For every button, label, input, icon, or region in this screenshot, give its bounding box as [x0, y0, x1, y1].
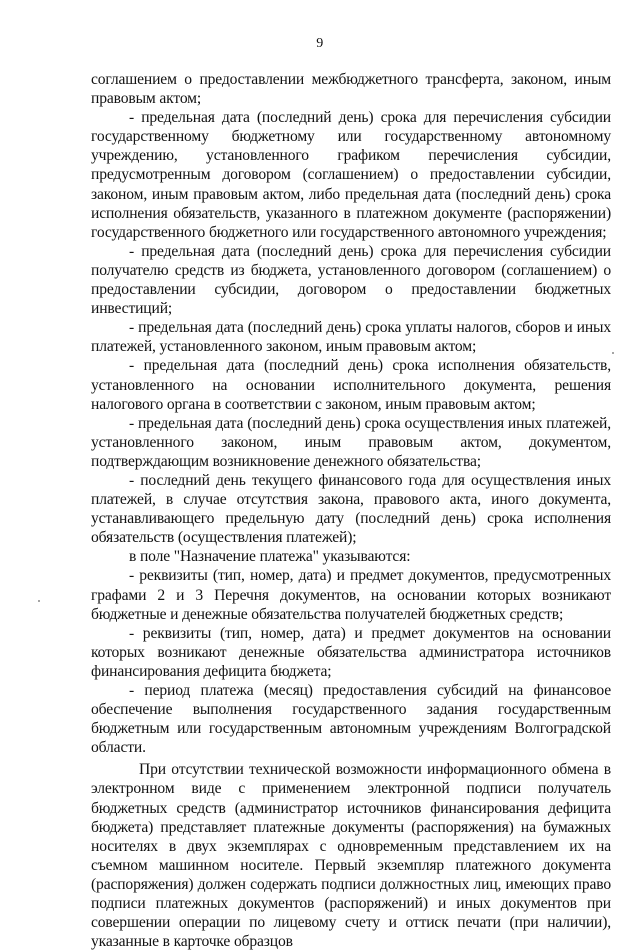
document-body — [91, 70, 611, 951]
list-item-fiscal-year-last-day: - последний день текущего финансового года для осуществления иных платежей, в случае отсутствия закона, правового акта, иного документа, устанавливающего предельную дату (последний день) срока исполнения обязательств (осуществления платежей); — [91, 471, 611, 547]
scan-speck — [612, 352, 614, 354]
list-item-subsidy-recipient-deadline: - предельная дата (последний день) срока для перечисления субсидии получателю средств из бюджета, установленного договором (соглашением) о предоставлении субсидии, договором о предоставлении бюджетных инвестиций; — [91, 242, 611, 318]
list-item-enforcement-deadline: - предельная дата (последний день) срока исполнения обязательств, установленного на основании исполнительного документа, решения налогового органа в соответствии с законом, иным правовым актом; — [91, 357, 611, 413]
payment-purpose-heading: в поле "Назначение платежа" указываются: — [129, 548, 411, 566]
scan-speck — [38, 600, 40, 602]
list-item-document-details: - реквизиты (тип, номер, дата) и предмет документов, предусмотренных графами 2 и 3 Перечня документов, на основании которых возникают бюджетные и денежные обязательства получателей бюджетных средств; — [91, 567, 611, 623]
list-item-tax-payment-deadline: - предельная дата (последний день) срока уплаты налогов, сборов и иных платежей, установленного законом, иным правовым актом; — [91, 319, 611, 356]
list-item-deficit-financing-details: - реквизиты (тип, номер, дата) и предмет документов на основании которых возникают денежные обязательства администратора источников финансирования дефицита бюджета; — [91, 624, 611, 680]
paragraph-paper-submission: При отсутствии технической возможности информационного обмена в электронном виде с применением электронной подписи получатель бюджетных средств (администратор источников финансирования дефицита бюджета) представляет платежные документы (распоряжения) на бумажных носителях в двух экземплярах с одновременным представлением их на съемном машинном носителе. Первый экземпляр платежного документа (распоряжения) должен содержать подписи должностных лиц, имеющих право подписи платежных документов (распоряжений) и иных документов при совершении операции по лицевому счету и оттиск печати (при наличии), указанные в карточке образцов — [91, 761, 611, 951]
list-item-subsidy-institution-deadline: - предельная дата (последний день) срока для перечисления субсидии государственному бюджетному или государственному автономному учреждению, установленного графиком перечисления субсидии, предусмотренным договором (соглашением) о предоставлении субсидии, законом, иным правовым актом, либо предельная дата (последний день) срока исполнения обязательств, указанного в платежном документе (распоряжении) государственного бюджетного или государственного автономного учреждения; — [91, 109, 611, 241]
paragraph-continuation: соглашением о предоставлении межбюджетного трансферта, законом, иным правовым актом; — [91, 71, 611, 108]
list-item-other-payments-deadline: - предельная дата (последний день) срока осуществления иных платежей, установленного законом, иным правовым актом, документом, подтверждающим возникновение денежного обязательства; — [91, 414, 611, 470]
page-number: 9 — [316, 36, 324, 51]
list-item-payment-period: - период платежа (месяц) предоставления субсидий на финансовое обеспечение выполнения государственного задания государственным бюджетным или государственным автономным учреждениям Волгоградской области. — [91, 682, 611, 757]
